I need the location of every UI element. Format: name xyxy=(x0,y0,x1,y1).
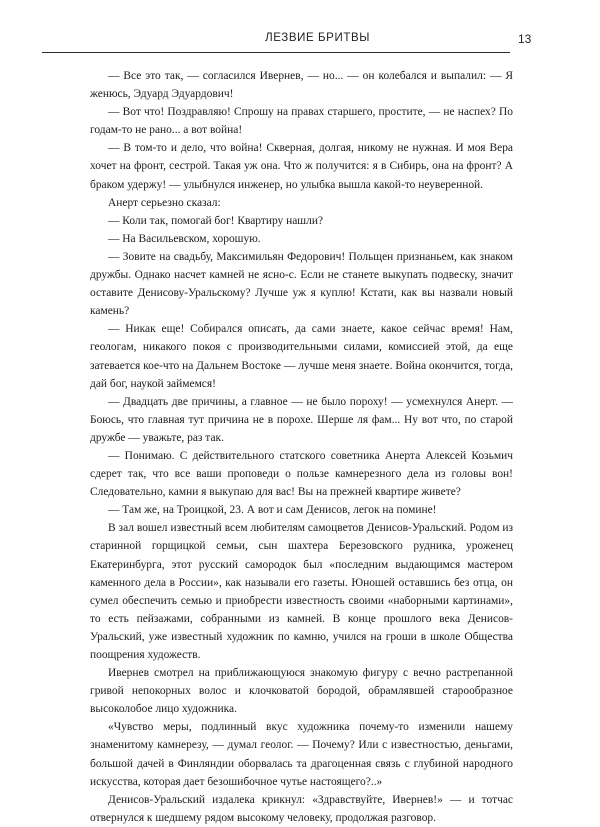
paragraph: — Двадцать две причины, а главное — не было пороху! — усмехнулся Анерт. — Боюсь, что главная тут причина не в порохе. Шерше ля фам... Ну вот что, по старой дружбе — уважьте, раз так. xyxy=(90,395,513,444)
paragraph: — На Васильевском, хорошую. xyxy=(108,232,261,245)
paragraph: Ивернев смотрел на приближающуюся знакомую фигуру с вечно растрепанной гривой непокорных волос и клочковатой бородой, обрамлявшей старообразное высоколобое лицо художника. xyxy=(90,667,513,716)
running-title: ЛЕЗВИЕ БРИТВЫ xyxy=(265,32,370,44)
paragraph: — Все это так, — согласился Ивернев, — но... — он колебался и выпалил: — Я женюсь, Эдуард Эдуардович! xyxy=(90,70,513,101)
paragraph: — Вот что! Поздравляю! Спрошу на правах старшего, простите, — не наспех? По годам-то не рано... а вот война! xyxy=(90,106,513,137)
paragraph: — Там же, на Троицкой, 23. А вот и сам Денисов, легок на помине! xyxy=(108,504,437,517)
paragraph: В зал вошел известный всем любителям самоцветов Денисов-Уральский. Родом из старинной горщицкой семьи, сын шахтера Березовского рудника, уроженец Екатеринбурга, этот русский самородок был «последним выдающимся мастером каменного дела в России», как называли его газеты. Юношей оставшись без отца, он сумел обеспечить семью и приобрести известность своими «наборными картинами», то есть пейзажами, собранными из камней. В конце прошлого века Денисов-Уральский, уже известный художник по камню, учился на гроши в школе Общества поощрения художеств. xyxy=(90,522,513,661)
paragraph: Денисов-Уральский издалека крикнул: «Здравствуйте, Ивернев!» — и тотчас отвернулся к шедшему рядом высокому человеку, продолжая разговор. xyxy=(90,793,513,824)
paragraph: — Зовите на свадьбу, Максимильян Федорович! Польщен признаньем, как знаком дружбы. Однако насчет камней не ясно-с. Если не станете выкупать подвеску, значит оставите Денисову-Уральскому? Лучше уж я куплю! Кстати, как вы назвали новый камень? xyxy=(90,250,513,318)
running-header xyxy=(42,30,510,53)
paragraph: — Никак еще! Собирался описать, да сами знаете, какое сейчас время! Нам, геологам, никакого покоя с производительными силами, комиссией этой, да еще затевается кое-что на Дальнем Востоке — лучше меня знаете. Война окончится, тогда, дай бог, наукой займемся! xyxy=(90,323,513,390)
paragraph: — Понимаю. С действительного статского советника Анерта Алексей Козьмич сдерет так, что все ваши проповеди о пользе камнерезного дела из головы вон! Следовательно, камни я выкупаю для вас! Вы на прежней квартире живете? xyxy=(90,449,513,499)
body-text xyxy=(90,67,513,827)
paragraph: — В том-то и дело, что война! Скверная, долгая, никому не нужная. И моя Вера хочет на фронт, сестрой. Такая уж она. Что ж получится: я в Сибирь, она на фронт? А браком удержу! — улыбнулся инженер, но улыбка вышла какой-то неуверенной. xyxy=(90,142,513,191)
paragraph: «Чувство меры, подлинный вкус художника почему-то изменили нашему знаменитому камнерезу, — думал геолог. — Почему? Или с известностью, деньгами, большой дачей в Финляндии оборвалась та драгоценная связь с глубиной народного искусства, которая дает безошибочное чутье настоящего?..» xyxy=(90,721,513,788)
paragraph: — Коли так, помогай бог! Квартиру нашли? xyxy=(108,214,324,227)
paragraph: Анерт серьезно сказал: xyxy=(108,196,221,209)
page-number: 13 xyxy=(518,32,532,46)
